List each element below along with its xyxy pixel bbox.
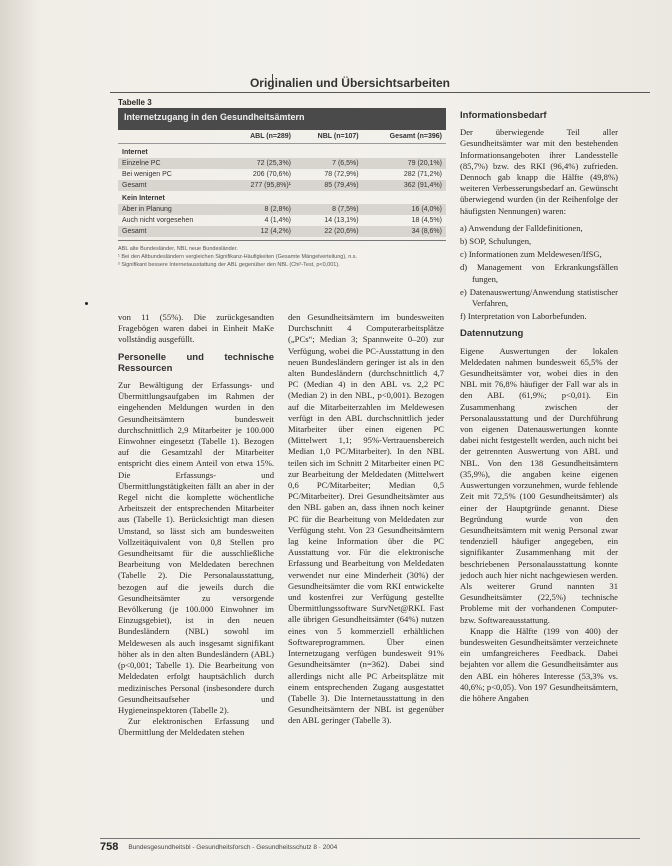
row-label: Auch nicht vorgesehen [122, 217, 194, 224]
col-header [118, 130, 227, 144]
cell: 7 (6,5%) [295, 158, 363, 169]
cell: 8 (2,8%) [227, 204, 295, 215]
row-label: Bei wenigen PC [122, 170, 172, 178]
footer-rule [100, 838, 640, 839]
paragraph: den Gesundheitsämtern im bundesweiten Durchschnitt 4 Computerarbeitsplätze („PCs“; Median 3; Spannweite 0–20) zur Verfügung, wobei die PC-Ausstattung in den neuen Bundesländern geringer ist als in den alten Bundesländern (durchschnittlich 4,7 PC (Median 4) in den ABL vs. 2,2 PC (Median 2) in den NBL, p<0,001). Bezogen auf die Mitarbeiterzahlen im Meldewesen verfügt in den ABL durchschnittlich jeder Mitarbeiter über einen eigenen PC (Mittelwert 1,1; 95%-Vertrauensbereich Median 1,0 PC/Mitarbeiter). In den NBL teilen sich im Schnitt 2 Mitarbeiter einen PC zur Bearbeitung der Meldedaten (Mittelwert 0,6 PC/Mitarbeiter; Median 0,5 PC/Mitarbeiter). Drei Gesundheitsämter aus den NBL gaben an, dass ihnen noch keiner PC für die Bearbeitung von Meldedaten zur Verfügung steht. Von 23 Gesundheitsämtern lag keine Information über die PC Ausstattung vor. Für die elektronische Erfassung und Bearbeitung von Meldedaten verwendet nur eine Minderheit (30%) der Gesundheitsämter die vom RKI entwickelte und kostenfrei zur Verfügung gestellte Übermittlungssoftware SurvNet@RKI. Fast alle übrigen Gesundheitsämter (64%) nutzen eines von 5 kommerziell erhältlichen Softwareprogrammen. Über einen Internetzugang verfügen bundesweit 91% Gesundheitsämter (n=362). Dabei sind allerdings nicht alle PC Arbeitsplätze mit einem entsprechenden Zugang ausgestattet (Tabelle 3). Die Internetausstattung in den Gesundheitsämtern der NBL ist gegenüber den ABL geringer (Tabelle 3). [288, 312, 444, 726]
page-number: 758 [100, 841, 119, 853]
table-label: Tabelle 3 [118, 98, 152, 107]
cell: 277 (95,8%)¹ [227, 180, 295, 191]
table-row [118, 204, 446, 215]
table-row [118, 180, 446, 191]
list-item: e) Datenauswertung/Anwendung statistischer Verfahren, [460, 286, 618, 309]
table-row [118, 226, 446, 237]
section-heading: Informationsbedarf [460, 110, 547, 121]
right-column [460, 104, 618, 704]
col-header: ABL (n=289) [227, 130, 295, 144]
footnote: ABL alte Bundesländer, NBL neue Bundesländer. [118, 246, 238, 252]
list-item: b) SOP, Schulungen, [460, 236, 532, 247]
paragraph: Knapp die Hälfte (199 von 400) der bundesweiten Gesundheitsämter verzeichnete ein umfangreicheres Feedback. Dabei bejahten vor allem die Gesundheitsämter aus den ABL ein höheres Interesse (53,3% vs. 40,6%; p<0,05). Von 197 Gesundheitsämtern, die höhere Angaben [460, 625, 618, 703]
paragraph: Der überwiegende Teil aller Gesundheitsämter war mit den bestehenden Informationsangeboten ihrer Landesstelle (85,7%) bzw. des RKI (96,4%) zufrieden. Dennoch gab knapp die Hälfte (49,8%) weiteren Verbesserungsbedarf an. Gewünscht überwiegend wurden (in der Reihenfolge der häufigsten Nennungen) waren: [460, 127, 618, 216]
cell: 206 (70,6%) [252, 170, 292, 178]
list-item: a) Anwendung der Falldefinitionen, [460, 222, 583, 233]
header-rule [110, 92, 650, 93]
cell: 18 (4,5%) [411, 217, 442, 224]
table-footnotes [118, 245, 446, 269]
left-column [118, 312, 274, 739]
cell: 8 (7,5%) [295, 204, 363, 215]
row-label: Einzelne PC [118, 158, 227, 169]
cell: 78 (72,9%) [324, 170, 359, 178]
section-label: Kein Internet [122, 195, 165, 202]
table-title: Internetzugang in den Gesundheitsämtern [118, 108, 446, 130]
cell: 22 (20,6%) [295, 226, 363, 237]
footnote: ² Signifikant bessere Internetausstattung der ABL gegenüber den NBL (Chi²-Test, p<0,001). [118, 262, 340, 268]
paragraph: Zur Bewältigung der Erfassungs- und Übermittlungsaufgaben im Rahmen der eingehenden Meldungen wurden in den Gesundheitsämtern bundesweit durchschnittlich 2,9 Mitarbeiter je 100.000 Einwohner eingesetzt (Tabelle 1). Bezogen auf die Gesamtzahl der Mitarbeiter entspricht dies einem Anteil von etwa 15%. Die Erfassungs- und Übermittlungstätigkeiten fällt an aber in der Regel nicht die komplette wöchentliche Arbeitszeit der entsprechenden Mitarbeiter aus (Tabelle 1). Berücksichtigt man diesen Umstand, so lässt sich am bundesweiten Vollzeitäquivalent von 0,8 Stellen pro Gesundheitsamt für die ausschließliche Bearbeitung von Meldedaten berechnen (Tabelle 2). Die Personalausstattung, bezogen auf die jeweils durch die Gesundheitsämter zu versorgende Bevölkerung (je 100.000 Einwohner im Einzugsgebiet), ist in den neuen Bundesländern (NBL) sowohl im Meldewesen als auch insgesamt signifikant höher als in den alten Bundesländern (ABL) (p<0,001; Tabelle 1). Die Bearbeitung von Meldedaten erfolgt hauptsächlich durch medizinisches Personal (insbesondere durch Gesundheitsaufseher und Hygieneinspektoren (Tabelle 2). [118, 380, 274, 715]
list-item: c) Informationen zum Meldewesen/IfSG, [460, 249, 602, 260]
table-rule [118, 240, 446, 241]
paragraph: von 11 (55%). Die zurückgesandten Fragebögen waren dabei in Einheit MaKe vollständig ausgefüllt. [118, 312, 274, 345]
cell: 4 (1,4%) [264, 217, 292, 224]
cell: 14 (13,1%) [324, 217, 359, 224]
cell: 12 (4,2%) [227, 226, 295, 237]
list-item: d) Management von Erkrankungsfällen fungen, [460, 262, 618, 284]
journal-citation: Bundesgesundheitsbl - Gesundheitsforsch - Gesundheitsschutz 8 · 2004 [128, 843, 338, 851]
table-row [118, 215, 446, 226]
paragraph: Zur elektronischen Erfassung und Übermittlung der Meldedaten stehen [118, 716, 274, 738]
paragraph: Eigene Auswertungen der lokalen Meldedaten nahmen bundesweit 65,5% der Gesundheitsämter vor, wobei dies in den NBL mit 76,8% häufiger der Fall war als in den ABL (61,9%; p<0,01). Ein Zusammenhang zwischen der Personalausstattung und der Durchführung von eigenen Datenauswertungen konnte dabei nicht festgestellt werden, auch nicht bei der getrennten Auswertung von ABL und NBL. Von den 138 Gesundheitsämtern (35,9%), die angaben keine eigenen Auswertungen vorzunehmen, wurde fehlende Zeit mit 72,5% (100 Gesundheitsämter) als einer der Hauptgründe genannt. Diese Begründung wurde von den Gesundheitsämtern mit wenig Personal zwar tendenziell häufiger angegeben, ein signifikanter Zusammenhang mit der beschriebenen Personalausstattung konnte jedoch auch hier nicht nachgewiesen werden. Als weiterer Grund nannten 31 Gesundheitsämter (22,5%) technische Probleme mit der vorhandenen Computer- bzw. Softwareausstattung. [460, 345, 618, 625]
request-list [460, 223, 618, 323]
table-row [118, 158, 446, 169]
running-header [110, 74, 470, 92]
row-label: Gesamt [118, 226, 227, 237]
table-row [118, 169, 446, 180]
col-header: Gesamt (n=396) [363, 130, 446, 144]
section-heading: Personelle und technische Ressourcen [118, 351, 274, 374]
cell: 362 (91,4%) [363, 180, 446, 191]
page-footer [100, 840, 640, 854]
margin-mark [85, 302, 88, 305]
footnote: ¹ Bei den Altbundesländern vergleichen Signifikanz-Häufigkeiten (Gesamte Mängelverteilung), n.s. [118, 254, 358, 260]
middle-column [288, 312, 444, 727]
cell: 16 (4,0%) [363, 204, 446, 215]
cell: 34 (8,6%) [363, 226, 446, 237]
cell: 85 (79,4%) [295, 180, 363, 191]
section-heading: Datennutzung [460, 328, 524, 340]
cell: 282 (71,2%) [403, 170, 442, 178]
list-item: f) Interpretation von Laborbefunden. [460, 311, 587, 322]
col-header: NBL (n=107) [295, 130, 363, 144]
table-3 [118, 108, 446, 269]
cell: 79 (20,1%) [363, 158, 446, 169]
row-label: Gesamt [118, 180, 227, 191]
section-label: Internet [122, 148, 148, 156]
data-table [118, 130, 446, 237]
row-label: Aber in Planung [118, 204, 227, 215]
section-title: Originalien und Übersichtsarbeiten [249, 76, 451, 90]
cell: 72 (25,3%) [227, 158, 295, 169]
